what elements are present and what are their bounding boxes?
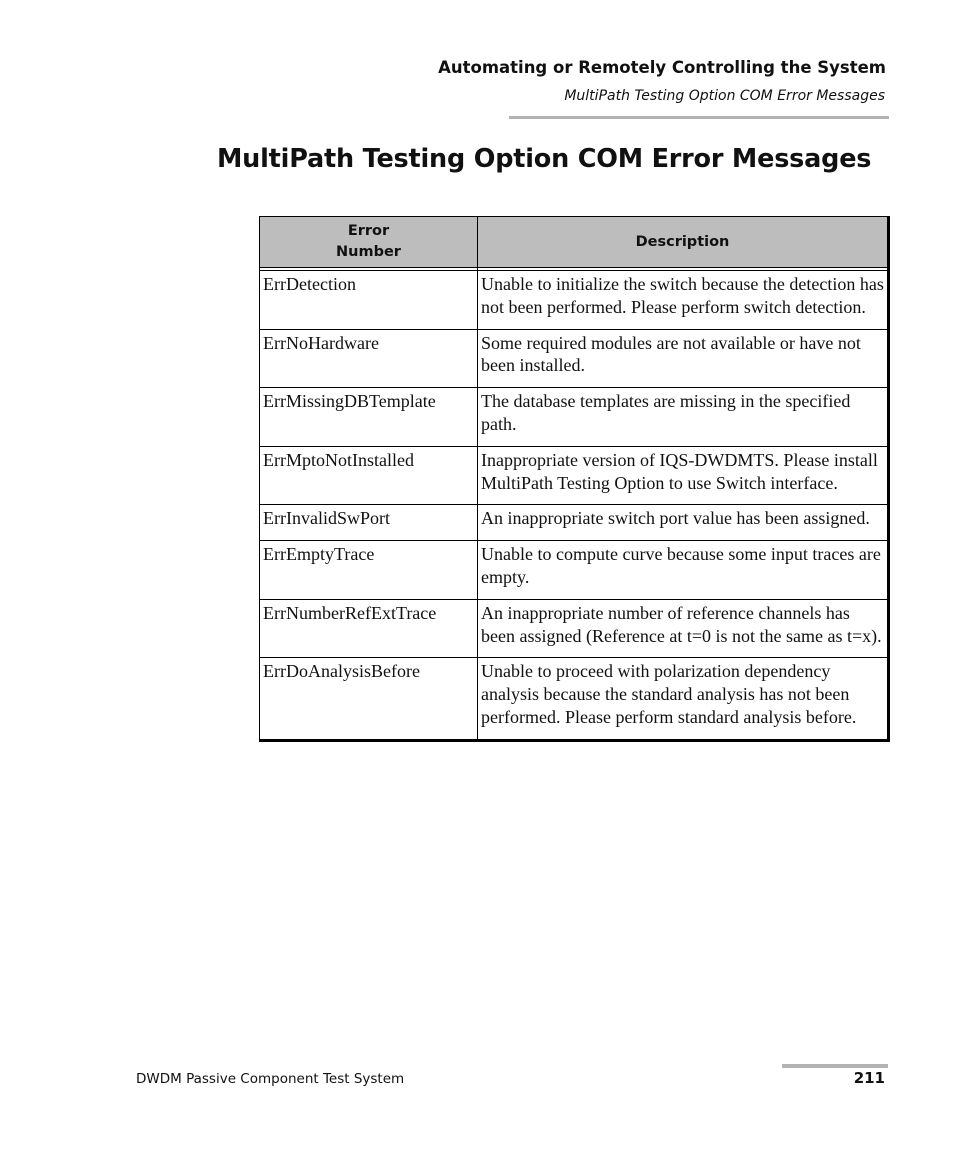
error-code-cell: ErrDetection [260,271,478,330]
table-row [260,505,889,541]
column-header-error-number-line1: Error [347,223,390,239]
error-description-cell: Unable to proceed with polarization dependency analysis because the standard analysis has not been performed. Please perform standard analysis before. [478,658,889,740]
table-row [260,658,889,740]
table-row [260,446,889,505]
error-messages-table [259,216,890,742]
table-row [260,271,889,330]
page-number: 211 [853,1069,885,1087]
header-rule [509,116,889,119]
error-code-cell: ErrEmptyTrace [260,541,478,600]
error-code-cell: ErrMptoNotInstalled [260,446,478,505]
error-description-cell: Some required modules are not available or have not been installed. [478,329,889,388]
error-description-cell: Unable to initialize the switch because the detection has not been performed. Please perform switch detection. [478,271,889,330]
table-header-row [260,217,889,268]
column-header-error-number-line2: Number [336,244,401,260]
column-header-error-number [260,217,478,268]
error-code-cell: ErrMissingDBTemplate [260,388,478,447]
error-description-cell: The database templates are missing in the specified path. [478,388,889,447]
error-code-cell: ErrInvalidSwPort [260,505,478,541]
error-description-cell: Inappropriate version of IQS-DWDMTS. Please install MultiPath Testing Option to use Switch interface. [478,446,889,505]
error-code-cell: ErrNoHardware [260,329,478,388]
footer-document-name: DWDM Passive Component Test System [136,1071,405,1087]
page-title: MultiPath Testing Option COM Error Messages [217,144,872,174]
table-row [260,541,889,600]
error-code-cell: ErrDoAnalysisBefore [260,658,478,740]
table-row [260,599,889,658]
error-description-cell: An inappropriate switch port value has been assigned. [478,505,889,541]
column-header-description: Description [478,217,889,268]
table-row [260,329,889,388]
table-row [260,388,889,447]
error-description-cell: Unable to compute curve because some input traces are empty. [478,541,889,600]
error-description-cell: An inappropriate number of reference channels has been assigned (Reference at t=0 is not the same as t=x). [478,599,889,658]
running-header-title: Automating or Remotely Controlling the System [438,58,886,77]
footer-rule [782,1064,888,1068]
running-header-subtitle: MultiPath Testing Option COM Error Messages [564,88,885,104]
error-code-cell: ErrNumberRefExtTrace [260,599,478,658]
